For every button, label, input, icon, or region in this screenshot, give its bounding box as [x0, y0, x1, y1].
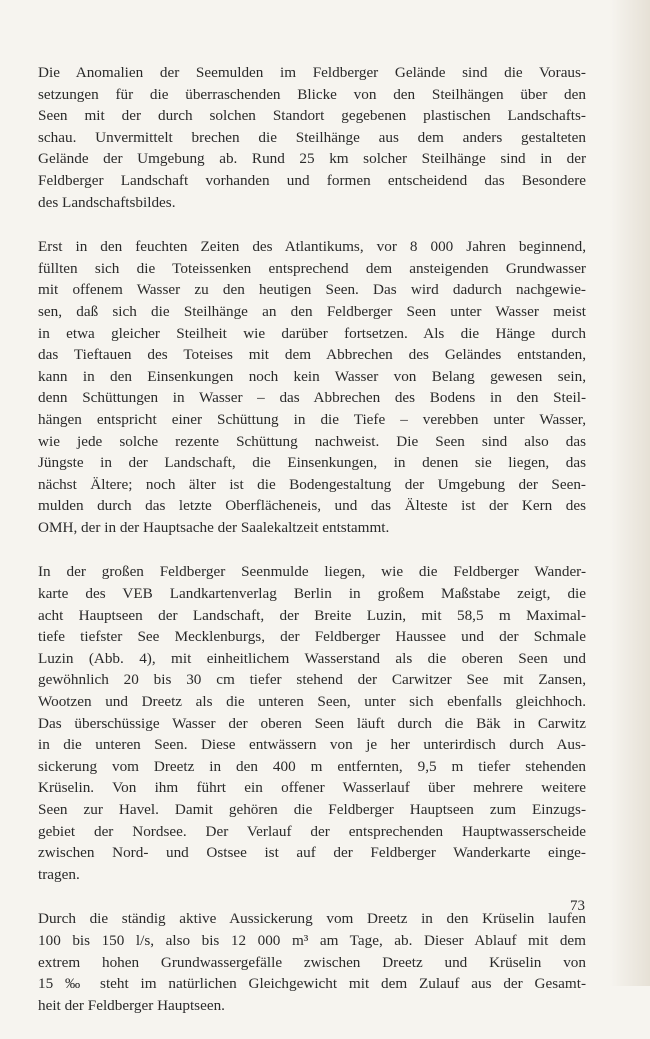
- text-line: Durch die ständig aktive Aussickerung vom Dreetz in den Krüselin laufen: [38, 910, 586, 928]
- text-line: wie jede solche rezente Schüttung nachweist. Die Seen sind also das: [38, 432, 586, 450]
- text-line: tragen.: [38, 865, 80, 883]
- text-line: setzungen für die überraschenden Blicke von den Steilhängen über den: [38, 85, 586, 103]
- text-line: gewöhnlich 20 bis 30 cm tiefer stehend der Carwitzer See mit Zansen,: [38, 671, 586, 689]
- text-line: sickerung vom Dreetz in den 400 m entfernten, 9,5 m tiefer stehenden: [38, 757, 586, 775]
- text-line: nächst Ältere; noch älter ist die Bodengestaltung der Umgebung der Seen-: [38, 475, 586, 493]
- text-line: acht Hauptseen der Landschaft, der Breite Luzin, mit 58,5 m Maximal-: [38, 606, 586, 624]
- text-line: in etwa gleicher Steilheit wie darüber fortsetzen. Als die Hänge durch: [38, 324, 586, 342]
- text-line: zwischen Nord- und Ostsee ist auf der Feldberger Wanderkarte einge-: [38, 844, 586, 862]
- text-line: Jüngste in der Landschaft, die Einsenkungen, in denen sie liegen, das: [38, 454, 586, 472]
- text-line: Seen mit der durch solchen Standort gegebenen plastischen Landschafts-: [38, 107, 586, 125]
- text-line: das Tieftauen des Toteises mit dem Abbrechen des Geländes entstanden,: [38, 346, 586, 364]
- text-line: füllten sich die Toteissenken entsprechend dem ansteigenden Grundwasser: [38, 259, 586, 277]
- text-line: tiefe tiefster See Mecklenburgs, der Feldberger Haussee und der Schmale: [38, 628, 586, 646]
- page-edge-shadow: [610, 0, 650, 986]
- text-line: des Landschaftsbildes.: [38, 193, 176, 211]
- text-line: 100 bis 150 l/s, also bis 12 000 m³ am Tage, ab. Dieser Ablauf mit dem: [38, 931, 586, 949]
- text-line: heit der Feldberger Hauptseen.: [38, 996, 225, 1014]
- text-line: OMH, der in der Hauptsache der Saalekaltzeit entstammt.: [38, 518, 390, 536]
- text-line: Krüselin. Von ihm führt ein offener Wasserlauf über mehrere weitere: [38, 779, 586, 797]
- text-line: Luzin (Abb. 4), mit einheitlichem Wasserstand als die oberen Seen und: [38, 649, 586, 667]
- text-line: Erst in den feuchten Zeiten des Atlantikums, vor 8 000 Jahren beginnend,: [38, 238, 586, 256]
- text-line: Gelände der Umgebung ab. Rund 25 km solcher Steilhänge sind in der: [38, 150, 586, 168]
- text-line: In der großen Feldberger Seenmulde liegen, wie die Feldberger Wander-: [38, 563, 586, 581]
- paragraph-1: [38, 62, 586, 213]
- page-number: 73: [570, 898, 585, 914]
- text-line: Wootzen und Dreetz als die unteren Seen, unter sich ebenfalls gleichhoch.: [38, 693, 586, 711]
- text-line: in die unteren Seen. Diese entwässern von je her unterirdisch durch Aus-: [38, 736, 586, 754]
- text-line: Das überschüssige Wasser der oberen Seen läuft durch die Bäk in Carwitz: [38, 714, 586, 732]
- text-line: hängen entspricht einer Schüttung in die Tiefe – verebben unter Wasser,: [38, 410, 586, 428]
- text-line: schau. Unvermittelt brechen die Steilhänge aus dem anders gestalteten: [38, 128, 586, 146]
- text-line: Seen zur Havel. Damit gehören die Feldberger Hauptseen zum Einzugs-: [38, 801, 586, 818]
- text-line: mulden durch das letzte Oberflächeneis, und das Älteste ist der Kern des: [38, 497, 586, 515]
- text-line: 15 ‰ steht im natürlichen Gleichgewicht mit dem Zulauf aus der Gesamt-: [38, 975, 586, 993]
- paragraph-2: [38, 236, 586, 538]
- text-line: mit offenem Wasser zu den heutigen Seen. Das wird dadurch nachgewie-: [38, 281, 586, 299]
- document-body: [38, 62, 586, 1039]
- paragraph-4: [38, 908, 586, 1016]
- text-line: denn Schüttungen in Wasser – das Abbrechen des Bodens in den Steil-: [38, 389, 586, 407]
- text-line: karte des VEB Landkartenverlag Berlin in großem Maßstabe zeigt, die: [38, 585, 586, 603]
- text-line: extrem hohen Grundwassergefälle zwischen Dreetz und Krüselin von: [38, 953, 586, 971]
- paragraph-3: [38, 561, 586, 885]
- text-line: Feldberger Landschaft vorhanden und formen entscheidend das Besondere: [38, 171, 586, 189]
- text-line: gebiet der Nordsee. Der Verlauf der entsprechenden Hauptwasserscheide: [38, 822, 586, 840]
- text-line: sen, daß sich die Steilhänge an den Feldberger Seen unter Wasser meist: [38, 302, 586, 320]
- text-line: Die Anomalien der Seemulden im Feldberger Gelände sind die Voraus-: [38, 64, 586, 81]
- text-line: kann in den Einsenkungen noch kein Wasser von Belang gewesen sein,: [38, 367, 586, 385]
